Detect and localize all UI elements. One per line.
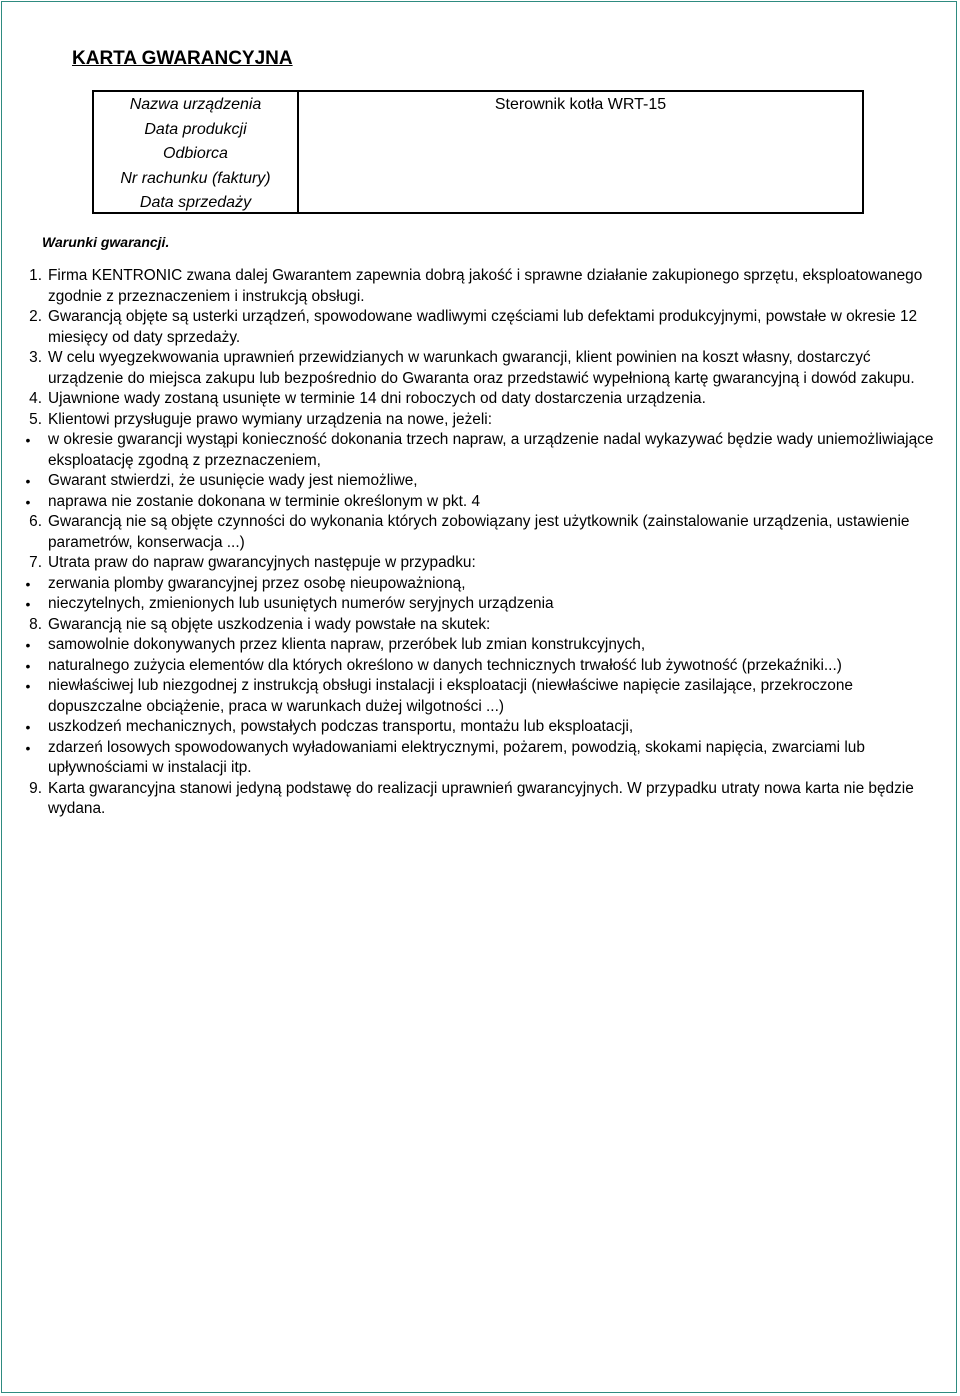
info-labels-column <box>94 92 297 216</box>
item-text: Gwarancją objęte są usterki urządzeń, spowodowane wadliwymi częściami lub defektami produkcyjnymi, powstałe w okresie 12 miesięcy od daty sprzedaży. <box>48 308 918 346</box>
bullet-item <box>20 676 942 717</box>
bullet-marker: • <box>25 637 31 653</box>
bullet-marker: • <box>25 739 31 756</box>
bullet-item <box>20 594 942 615</box>
bullet-marker: • <box>25 432 31 448</box>
condition-item <box>20 553 942 574</box>
item-text: w okresie gwarancji wystąpi konieczność dokonania trzech napraw, a urządzenie nadal wykazywać będzie wady uniemożliwiające eksploatację zgodną z przeznaczeniem, <box>48 431 934 469</box>
item-text: W celu wyegzekwowania uprawnień przewidzianych w warunkach gwarancji, klient powinien na koszt własny, dostarczyć urządzenie do miejsca zakupu lub bezpośrednio do Gwaranta oraz przedstawić wypełnioną kartę gwarancyjną i dowód zakupu. <box>48 349 915 387</box>
condition-item <box>20 348 942 389</box>
item-text: zdarzeń losowych spowodowanych wyładowaniami elektrycznymi, pożarem, powodzią, skokami napięcia, zwarciami lub upływnościami w instalacji itp. <box>48 738 865 776</box>
item-text: Karta gwarancyjna stanowi jedyną podstawę do realizacji uprawnień gwarancyjnych. W przypadku utraty nowa karta nie będzie wydana. <box>48 779 914 817</box>
item-text: samowolnie dokonywanych przez klienta napraw, przeróbek lub zmian konstrukcyjnych, <box>48 636 646 653</box>
warranty-conditions-heading: Warunki gwarancji. <box>42 234 170 250</box>
item-text: niewłaściwej lub niezgodnej z instrukcją obsługi instalacji i eksploatacji (niewłaściwe napięcie zasilające, przekroczone dopuszczalne obciążenie, praca w warunkach dużej wilgotności ...) <box>48 677 853 715</box>
item-number: 2. <box>29 308 42 325</box>
condition-item <box>20 779 942 820</box>
bullet-item <box>20 717 942 738</box>
page-title: KARTA GWARANCYJNA <box>72 48 293 69</box>
item-text: Firma KENTRONIC zwana dalej Gwarantem zapewnia dobrą jakość i sprawne działanie zakupionego sprzętu, eksploatowanego zgodnie z przeznaczeniem i instrukcją obsługi. <box>48 267 923 305</box>
item-number: 8. <box>29 615 42 633</box>
condition-item <box>20 266 942 307</box>
item-number: 1. <box>29 267 42 284</box>
item-text: Utrata praw do napraw gwarancyjnych następuje w przypadku: <box>48 554 476 571</box>
bullet-marker: • <box>25 575 31 592</box>
condition-item <box>20 615 942 636</box>
bullet-marker: • <box>25 596 31 612</box>
item-text: Klientowi przysługuje prawo wymiany urządzenia na nowe, jeżeli: <box>48 410 492 428</box>
item-text: uszkodzeń mechanicznych, powstałych podczas transportu, montażu lub eksploatacji, <box>48 718 634 735</box>
bullet-marker: • <box>25 719 31 735</box>
item-number: 5. <box>29 410 42 428</box>
label-sale-date: Data sprzedaży <box>139 194 252 211</box>
item-number: 4. <box>29 390 42 407</box>
item-number: 6. <box>29 513 42 530</box>
item-number: 9. <box>29 779 42 797</box>
device-name-value: Sterownik kotła WRT-15 <box>494 96 667 113</box>
bullet-marker: • <box>25 678 31 694</box>
bullet-marker: • <box>25 493 31 510</box>
bullet-item <box>20 430 942 471</box>
warranty-conditions-list <box>20 266 942 820</box>
bullet-item <box>20 738 942 779</box>
condition-item <box>20 307 942 348</box>
bullet-item <box>20 492 942 513</box>
item-number: 3. <box>29 349 42 366</box>
label-invoice-number: Nr rachunku (faktury) <box>120 169 271 187</box>
item-text: naprawa nie zostanie dokonana w terminie określonym w pkt. 4 <box>48 492 481 510</box>
bullet-marker: • <box>25 473 31 489</box>
item-number: 7. <box>29 554 42 571</box>
bullet-item <box>20 471 942 492</box>
item-text: Ujawnione wady zostaną usunięte w terminie 14 dni roboczych od daty dostarczenia urządzenia. <box>48 390 706 407</box>
condition-item <box>20 512 942 553</box>
condition-item <box>20 410 942 431</box>
device-info-table <box>92 90 864 214</box>
item-text: Gwarancją nie są objęte czynności do wykonania których zobowiązany jest użytkownik (zainstalowanie urządzenia, ustawienie parametrów, konserwacja ...) <box>48 513 910 551</box>
item-text: zerwania plomby gwarancyjnej przez osobę nieupoważnioną, <box>48 574 466 592</box>
label-device-name: Nazwa urządzenia <box>129 96 262 113</box>
item-text: naturalnego zużycia elementów dla których określono w danych technicznych trwałość lub żywotność (przekaźniki...) <box>48 656 842 674</box>
bullet-item <box>20 635 942 656</box>
item-text: Gwarancją nie są objęte uszkodzenia i wady powstałe na skutek: <box>48 615 491 633</box>
item-text: nieczytelnych, zmienionych lub usuniętych numerów seryjnych urządzenia <box>48 595 554 612</box>
label-production-date: Data produkcji <box>144 120 247 138</box>
bullet-item <box>20 574 942 595</box>
condition-item <box>20 389 942 410</box>
item-text: Gwarant stwierdzi, że usunięcie wady jest niemożliwe, <box>48 472 418 489</box>
bullet-item <box>20 656 942 677</box>
label-recipient: Odbiorca <box>163 145 228 162</box>
bullet-marker: • <box>25 657 31 674</box>
